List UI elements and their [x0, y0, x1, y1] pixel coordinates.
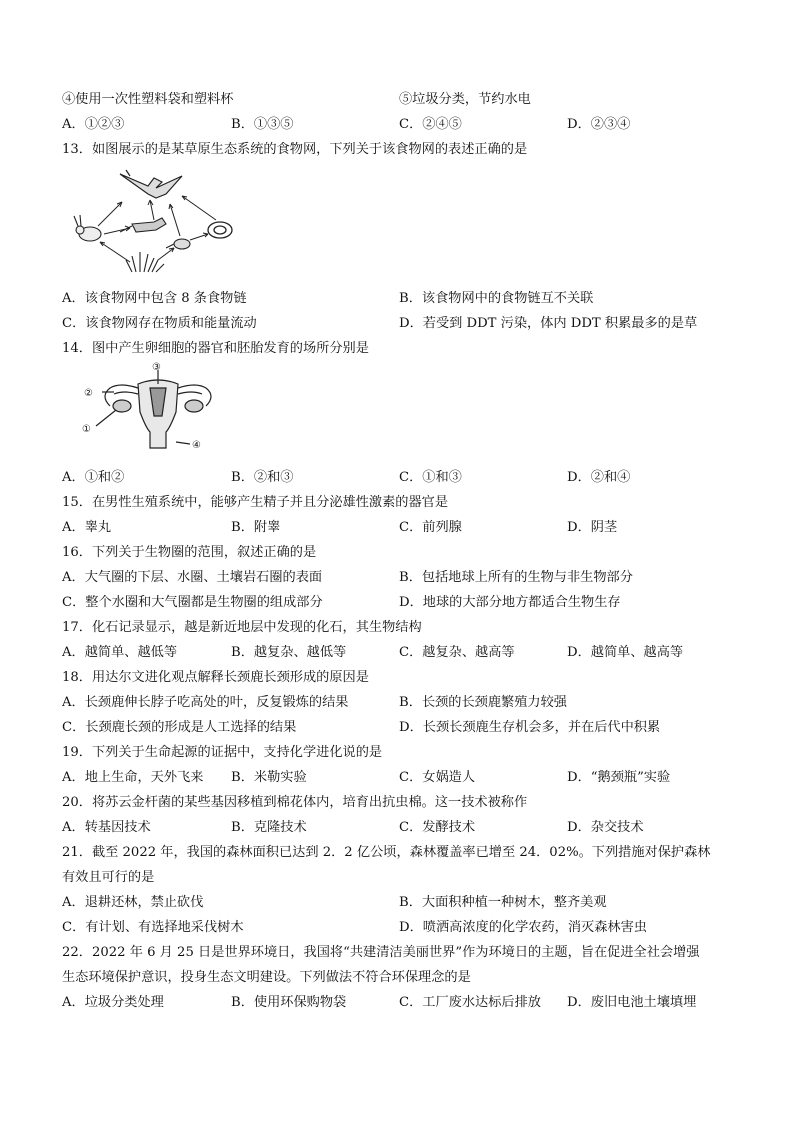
- q15-option-b[interactable]: B．附睾: [231, 520, 281, 535]
- rabbit-icon: [74, 215, 101, 241]
- q19-option-c[interactable]: C．女娲造人: [399, 770, 476, 785]
- q16-option-a[interactable]: A．大气圈的下层、水圈、土壤岩石圈的表面: [62, 570, 323, 585]
- q13-stem: 13．如图展示的是某草原生态系统的食物网，下列关于该食物网的表述正确的是: [62, 142, 528, 157]
- q21-option-d[interactable]: D．喷洒高浓度的化学农药，消灭森林害虫: [399, 920, 647, 935]
- q22-stem-cont: 生态环境保护意识，投身生态文明建设。下列做法不符合环保理念的是: [62, 970, 471, 985]
- label-2: ②: [84, 388, 93, 399]
- q16-option-c[interactable]: C．整个水圈和大气圈都是生物圈的组成部分: [62, 595, 323, 610]
- q22-stem: 22．2022 年 6 月 25 日是世界环境日，我国将“共建清洁美丽世界”作为环境日的主题，旨在促进全社会增强: [62, 945, 700, 960]
- q13-option-d[interactable]: D．若受到 DDT 污染，体内 DDT 积累最多的是草: [399, 316, 698, 331]
- food-web-figure: [70, 164, 240, 276]
- q19-option-d[interactable]: D．“鹅颈瓶”实验: [567, 770, 671, 785]
- q16-stem: 16．下列关于生物圈的范围，叙述正确的是: [62, 545, 317, 560]
- q21-option-a[interactable]: A．退耕还林，禁止砍伐: [62, 895, 204, 910]
- q12-option-b[interactable]: B．①③⑤: [231, 117, 294, 132]
- q16-option-b[interactable]: B．包括地球上所有的生物与非生物部分: [399, 570, 633, 585]
- q21-stem: 21．截至 2022 年，我国的森林面积已达到 2．2 亿公顷，森林覆盖率已增至 24．02%。下列措施对保护森林: [62, 845, 711, 860]
- uterus-figure: [80, 362, 220, 454]
- q21-option-c[interactable]: C．有计划、有选择地采伐树木: [62, 920, 244, 935]
- snake-icon: [208, 222, 232, 238]
- q12-item-5: ⑤垃圾分类，节约水电: [399, 92, 531, 107]
- q12-option-c[interactable]: C．②④⑤: [399, 117, 462, 132]
- q20-option-d[interactable]: D．杂交技术: [567, 820, 644, 835]
- mouse-icon: [166, 239, 190, 249]
- q22-option-b[interactable]: B．使用环保购物袋: [231, 995, 347, 1010]
- q15-option-d[interactable]: D．阴茎: [567, 520, 618, 535]
- q18-option-b[interactable]: B．长颈的长颈鹿繁殖力较强: [399, 695, 567, 710]
- q14-option-b[interactable]: B．②和③: [231, 470, 294, 485]
- q13-option-b[interactable]: B．该食物网中的食物链互不关联: [399, 291, 594, 306]
- q12-option-d[interactable]: D．②③④: [567, 117, 631, 132]
- label-1: ①: [82, 424, 91, 435]
- label-4: ④: [192, 440, 201, 451]
- q17-option-c[interactable]: C．越复杂、越高等: [399, 645, 515, 660]
- eagle-icon: [120, 170, 182, 198]
- q12-item-4: ④使用一次性塑料袋和塑料杯: [62, 92, 234, 107]
- q22-option-d[interactable]: D．废旧电池土壤填埋: [567, 995, 697, 1010]
- q14-stem: 14．图中产生卵细胞的器官和胚胎发育的场所分别是: [62, 341, 369, 356]
- q17-option-d[interactable]: D．越简单、越高等: [567, 645, 684, 660]
- q15-option-c[interactable]: C．前列腺: [399, 520, 462, 535]
- label-3: ③: [152, 362, 161, 373]
- q20-option-a[interactable]: A．转基因技术: [62, 820, 151, 835]
- q18-stem: 18．用达尔文进化观点解释长颈鹿长颈形成的原因是: [62, 670, 369, 685]
- q14-option-c[interactable]: C．①和③: [399, 470, 462, 485]
- q21-option-b[interactable]: B．大面积种植一种树木，整齐美观: [399, 895, 607, 910]
- q17-option-a[interactable]: A．越简单、越低等: [62, 645, 178, 660]
- q15-stem: 15．在男性生殖系统中，能够产生精子并且分泌雄性激素的器官是: [62, 495, 449, 510]
- q14-option-d[interactable]: D．②和④: [567, 470, 631, 485]
- q18-option-c[interactable]: C．长颈鹿长颈的形成是人工选择的结果: [62, 720, 297, 735]
- q12-option-a[interactable]: A．①②③: [62, 117, 125, 132]
- q16-option-d[interactable]: D．地球的大部分地方都适合生物生存: [399, 595, 621, 610]
- q17-option-b[interactable]: B．越复杂、越低等: [231, 645, 347, 660]
- q13-option-c[interactable]: C．该食物网存在物质和能量流动: [62, 316, 257, 331]
- q15-option-a[interactable]: A．睾丸: [62, 520, 112, 535]
- q19-option-b[interactable]: B．米勒实验: [231, 770, 307, 785]
- q21-stem-cont: 有效且可行的是: [62, 870, 155, 885]
- q20-option-b[interactable]: B．克隆技术: [231, 820, 307, 835]
- q17-stem: 17．化石记录显示，越是新近地层中发现的化石，其生物结构: [62, 620, 422, 635]
- q22-option-a[interactable]: A．垃圾分类处理: [62, 995, 164, 1010]
- q22-option-c[interactable]: C．工厂废水达标后排放: [399, 995, 541, 1010]
- grass-icon: [126, 252, 164, 272]
- q18-option-d[interactable]: D．长颈长颈鹿生存机会多，并在后代中积累: [399, 720, 661, 735]
- q20-stem: 20．将苏云金杆菌的某些基因移植到棉花体内，培育出抗虫棉。这一技术被称作: [62, 795, 528, 810]
- q13-option-a[interactable]: A．该食物网中包含 8 条食物链: [62, 291, 247, 306]
- q20-option-c[interactable]: C．发酵技术: [399, 820, 476, 835]
- q19-stem: 19．下列关于生命起源的证据中，支持化学进化说的是: [62, 745, 383, 760]
- q19-option-a[interactable]: A．地上生命，天外飞来: [62, 770, 204, 785]
- q18-option-a[interactable]: A．长颈鹿伸长脖子吃高处的叶，反复锻炼的结果: [62, 695, 349, 710]
- q14-option-a[interactable]: A．①和②: [62, 470, 125, 485]
